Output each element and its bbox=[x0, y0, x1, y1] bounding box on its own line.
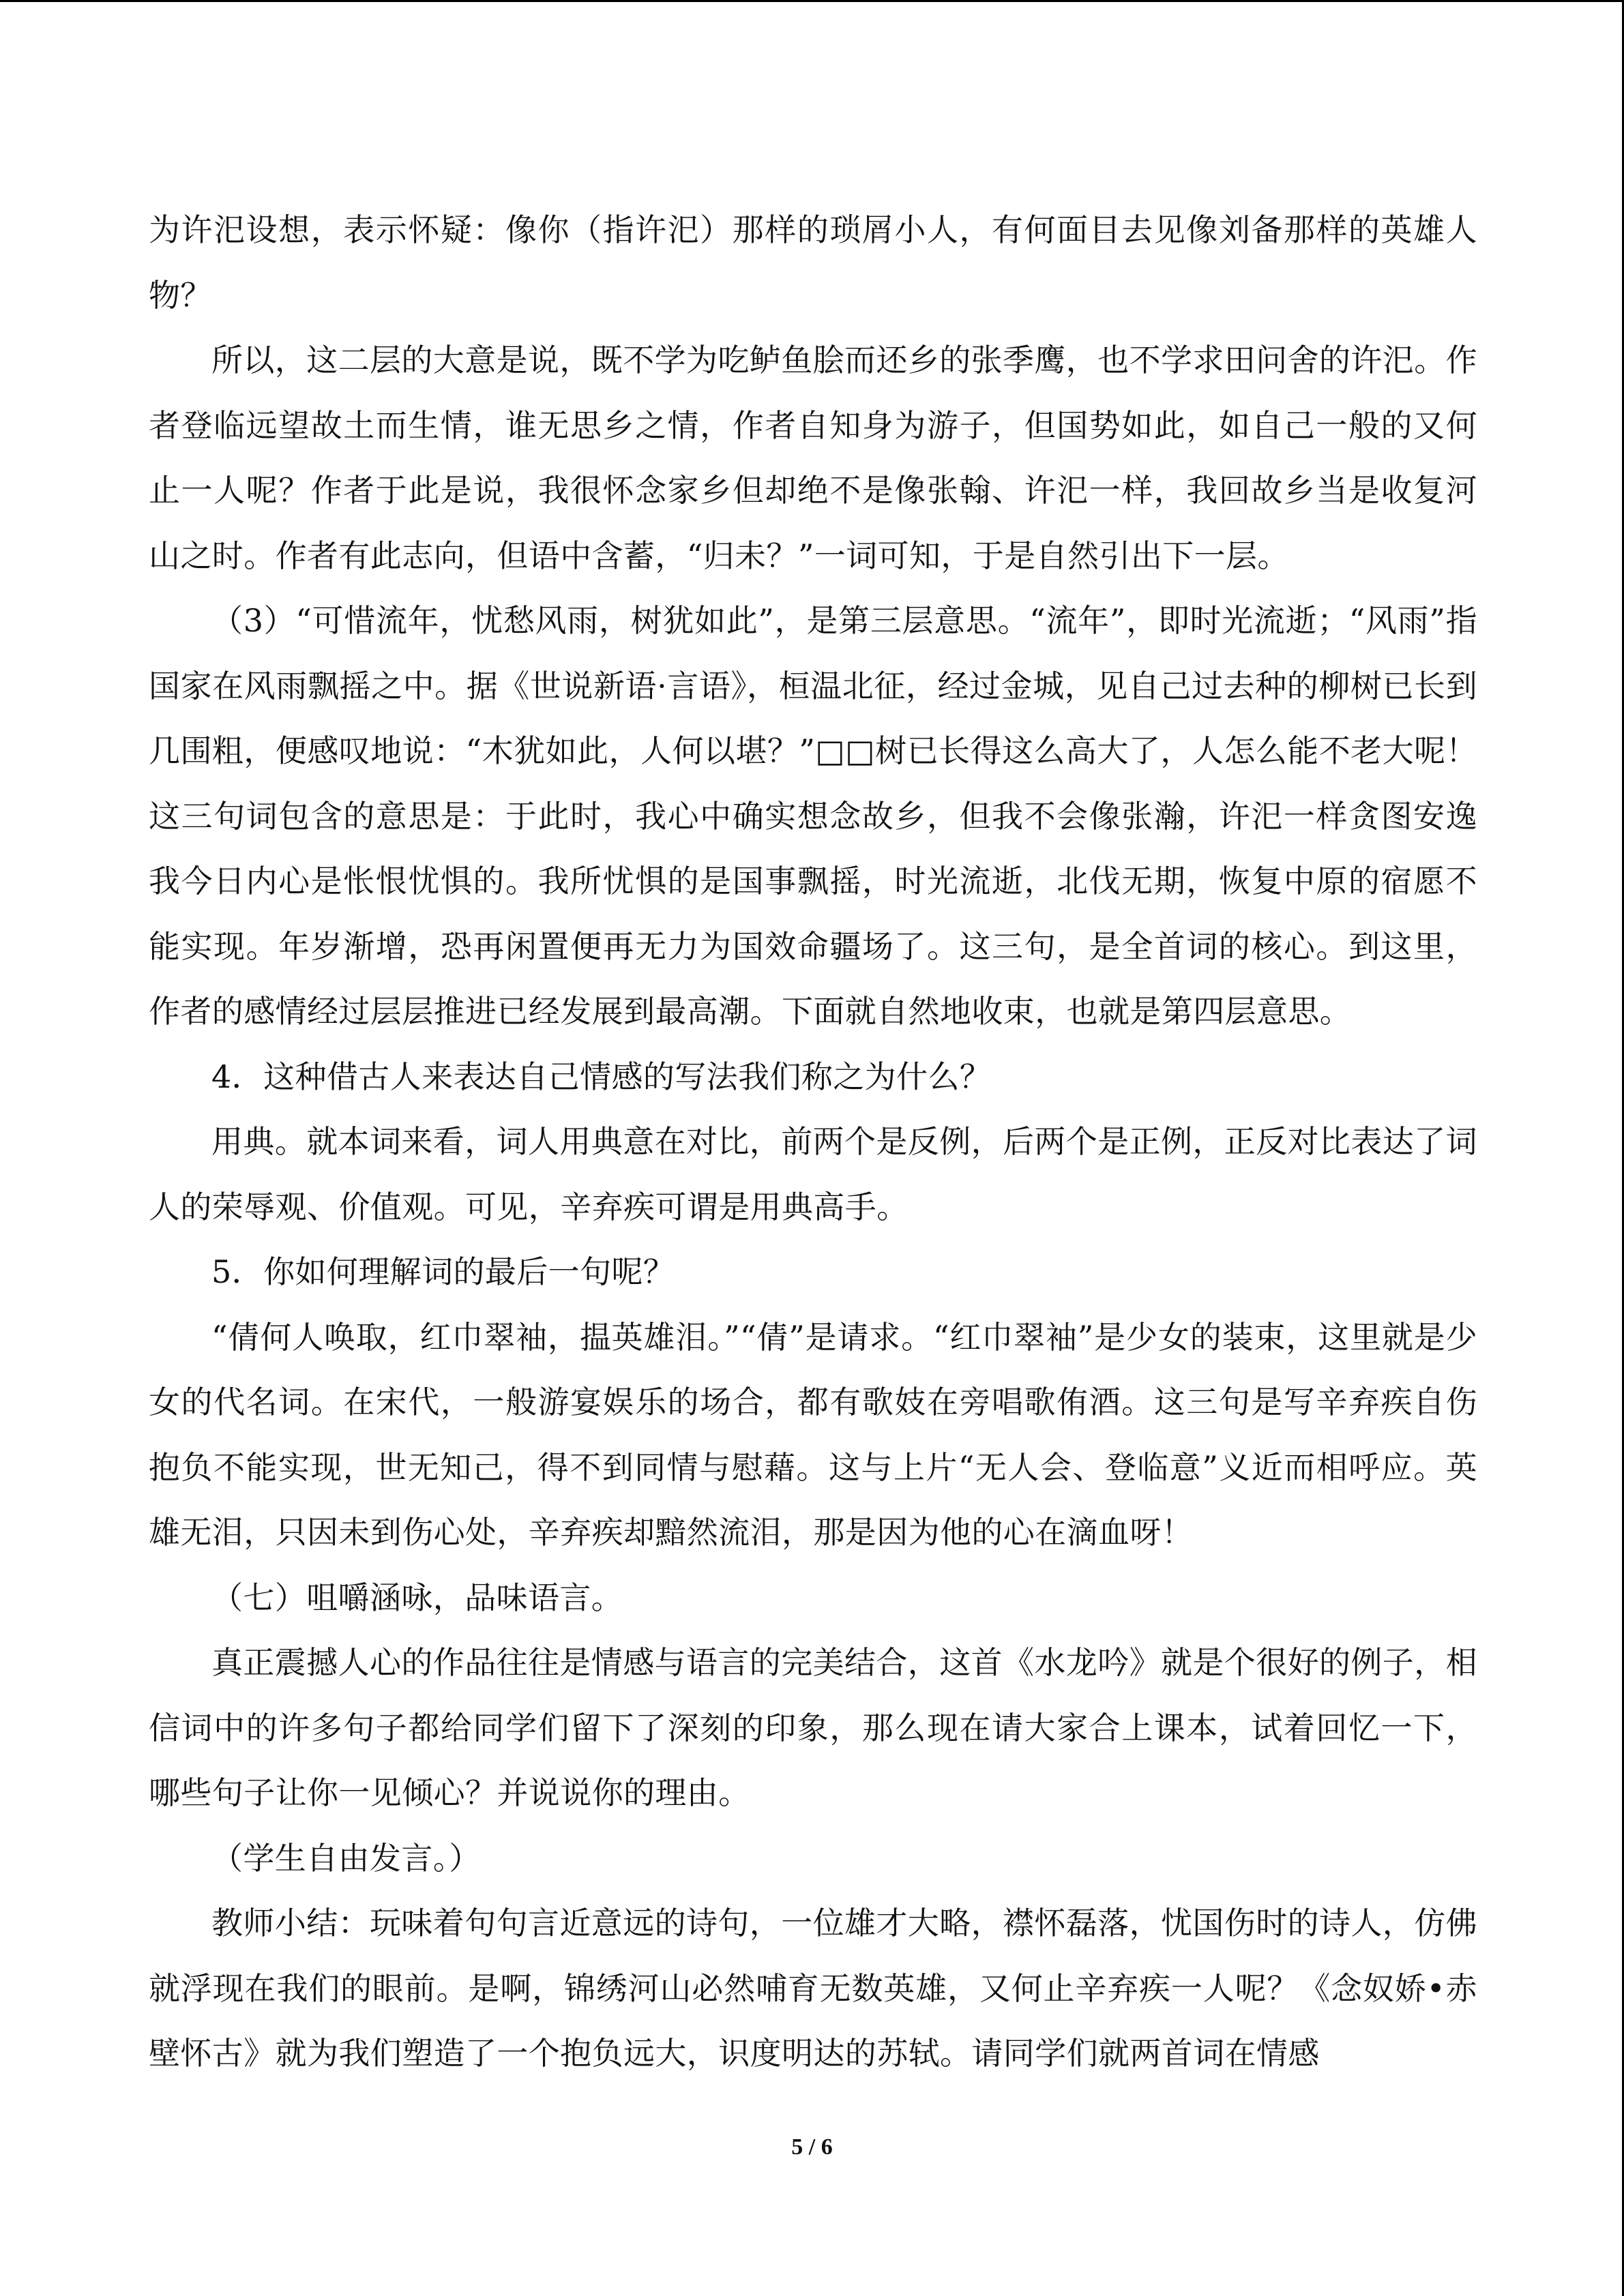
paragraph-continuation: 为许汜设想，表示怀疑：像你（指许汜）那样的琐屑小人，有何面目去见像刘备那样的英雄人物？ bbox=[149, 211, 1477, 314]
question-4: 4．这种借古人来表达自己情感的写法我们称之为什么？ bbox=[211, 1058, 992, 1095]
paragraph-teacher-summary: 教师小结：玩味着句句言近意远的诗句，一位雄才大略，襟怀磊落，忧国伤时的诗人，仿佛就浮现在我们的眼前。是啊，锦绣河山必然哺育无数英雄，又何止辛弃疾一人呢？《念奴娇•赤壁怀古》就为我们塑造了一个抱负远大，识度明达的苏轼。请同学们就两首词在情感 bbox=[149, 1905, 1477, 2072]
question-5: 5．你如何理解词的最后一句呢？ bbox=[211, 1253, 675, 1290]
paragraph-language-appreciation: 真正震撼人心的作品往往是情感与语言的完美结合，这首《水龙吟》就是个很好的例子，相信词中的许多句子都给同学们留下了深刻的印象，那么现在请大家合上课本，试着回忆一下，哪些句子让你一见倾心？并说说你的理由。 bbox=[149, 1644, 1477, 1811]
page-top-border bbox=[0, 0, 1624, 2]
paragraph-second-layer-summary: 所以，这二层的大意是说，既不学为吃鲈鱼脍而还乡的张季鹰，也不学求田问舍的许汜。作者登临远望故土而生情，谁无思乡之情，作者自知身为游子，但国势如此，如自己一般的又何止一人呢？作者于此是说，我很怀念家乡但却绝不是像张翰、许汜一样，我回故乡当是收复河山之时。作者有此志向，但语中含蓄，“归未？”一词可知，于是自然引出下一层。 bbox=[149, 342, 1477, 574]
paragraph-student-activity: （学生自由发言。） bbox=[211, 1839, 481, 1877]
page-number: 5 / 6 bbox=[791, 2134, 833, 2160]
section-heading-7: （七）咀嚼涵咏，品味语言。 bbox=[211, 1579, 623, 1616]
document-body bbox=[149, 198, 1477, 2087]
answer-5: “倩何人唤取，红巾翠袖，揾英雄泪。”“倩”是请求。“红巾翠袖”是少女的装束，这里就是少女的代名词。在宋代，一般游宴娱乐的场合，都有歌妓在旁唱歌侑酒。这三句是写辛弃疾自伤抱负不能实现，世无知己，得不到同情与慰藉。这与上片“无人会、登临意”义近而相呼应。英雄无泪，只因未到伤心处，辛弃疾却黯然流泪，那是因为他的心在滴血呀！ bbox=[149, 1318, 1477, 1551]
answer-4: 用典。就本词来看，词人用典意在对比，前两个是反例，后两个是正例，正反对比表达了词人的荣辱观、价值观。可见，辛弃疾可谓是用典高手。 bbox=[149, 1123, 1477, 1225]
paragraph-third-layer: （3）“可惜流年，忧愁风雨，树犹如此”，是第三层意思。“流年”，即时光流逝；“风雨”指国家在风雨飘摇之中。据《世说新语·言语》，桓温北征，经过金城，见自己过去种的柳树已长到几围粗，便感叹地说：“木犹如此，人何以堪？”□□树已长得这么高大了，人怎么能不老大呢！这三句词包含的意思是：于此时，我心中确实想念故乡，但我不会像张瀚，许汜一样贪图安逸我今日内心是怅恨忧惧的。我所忧惧的是国事飘摇，时光流逝，北伐无期，恢复中原的宿愿不能实现。年岁渐增，恐再闲置便再无力为国效命疆场了。这三句，是全首词的核心。到这里，作者的感情经过层层推进已经发展到最高潮。下面就自然地收束，也就是第四层意思。 bbox=[149, 602, 1477, 1030]
